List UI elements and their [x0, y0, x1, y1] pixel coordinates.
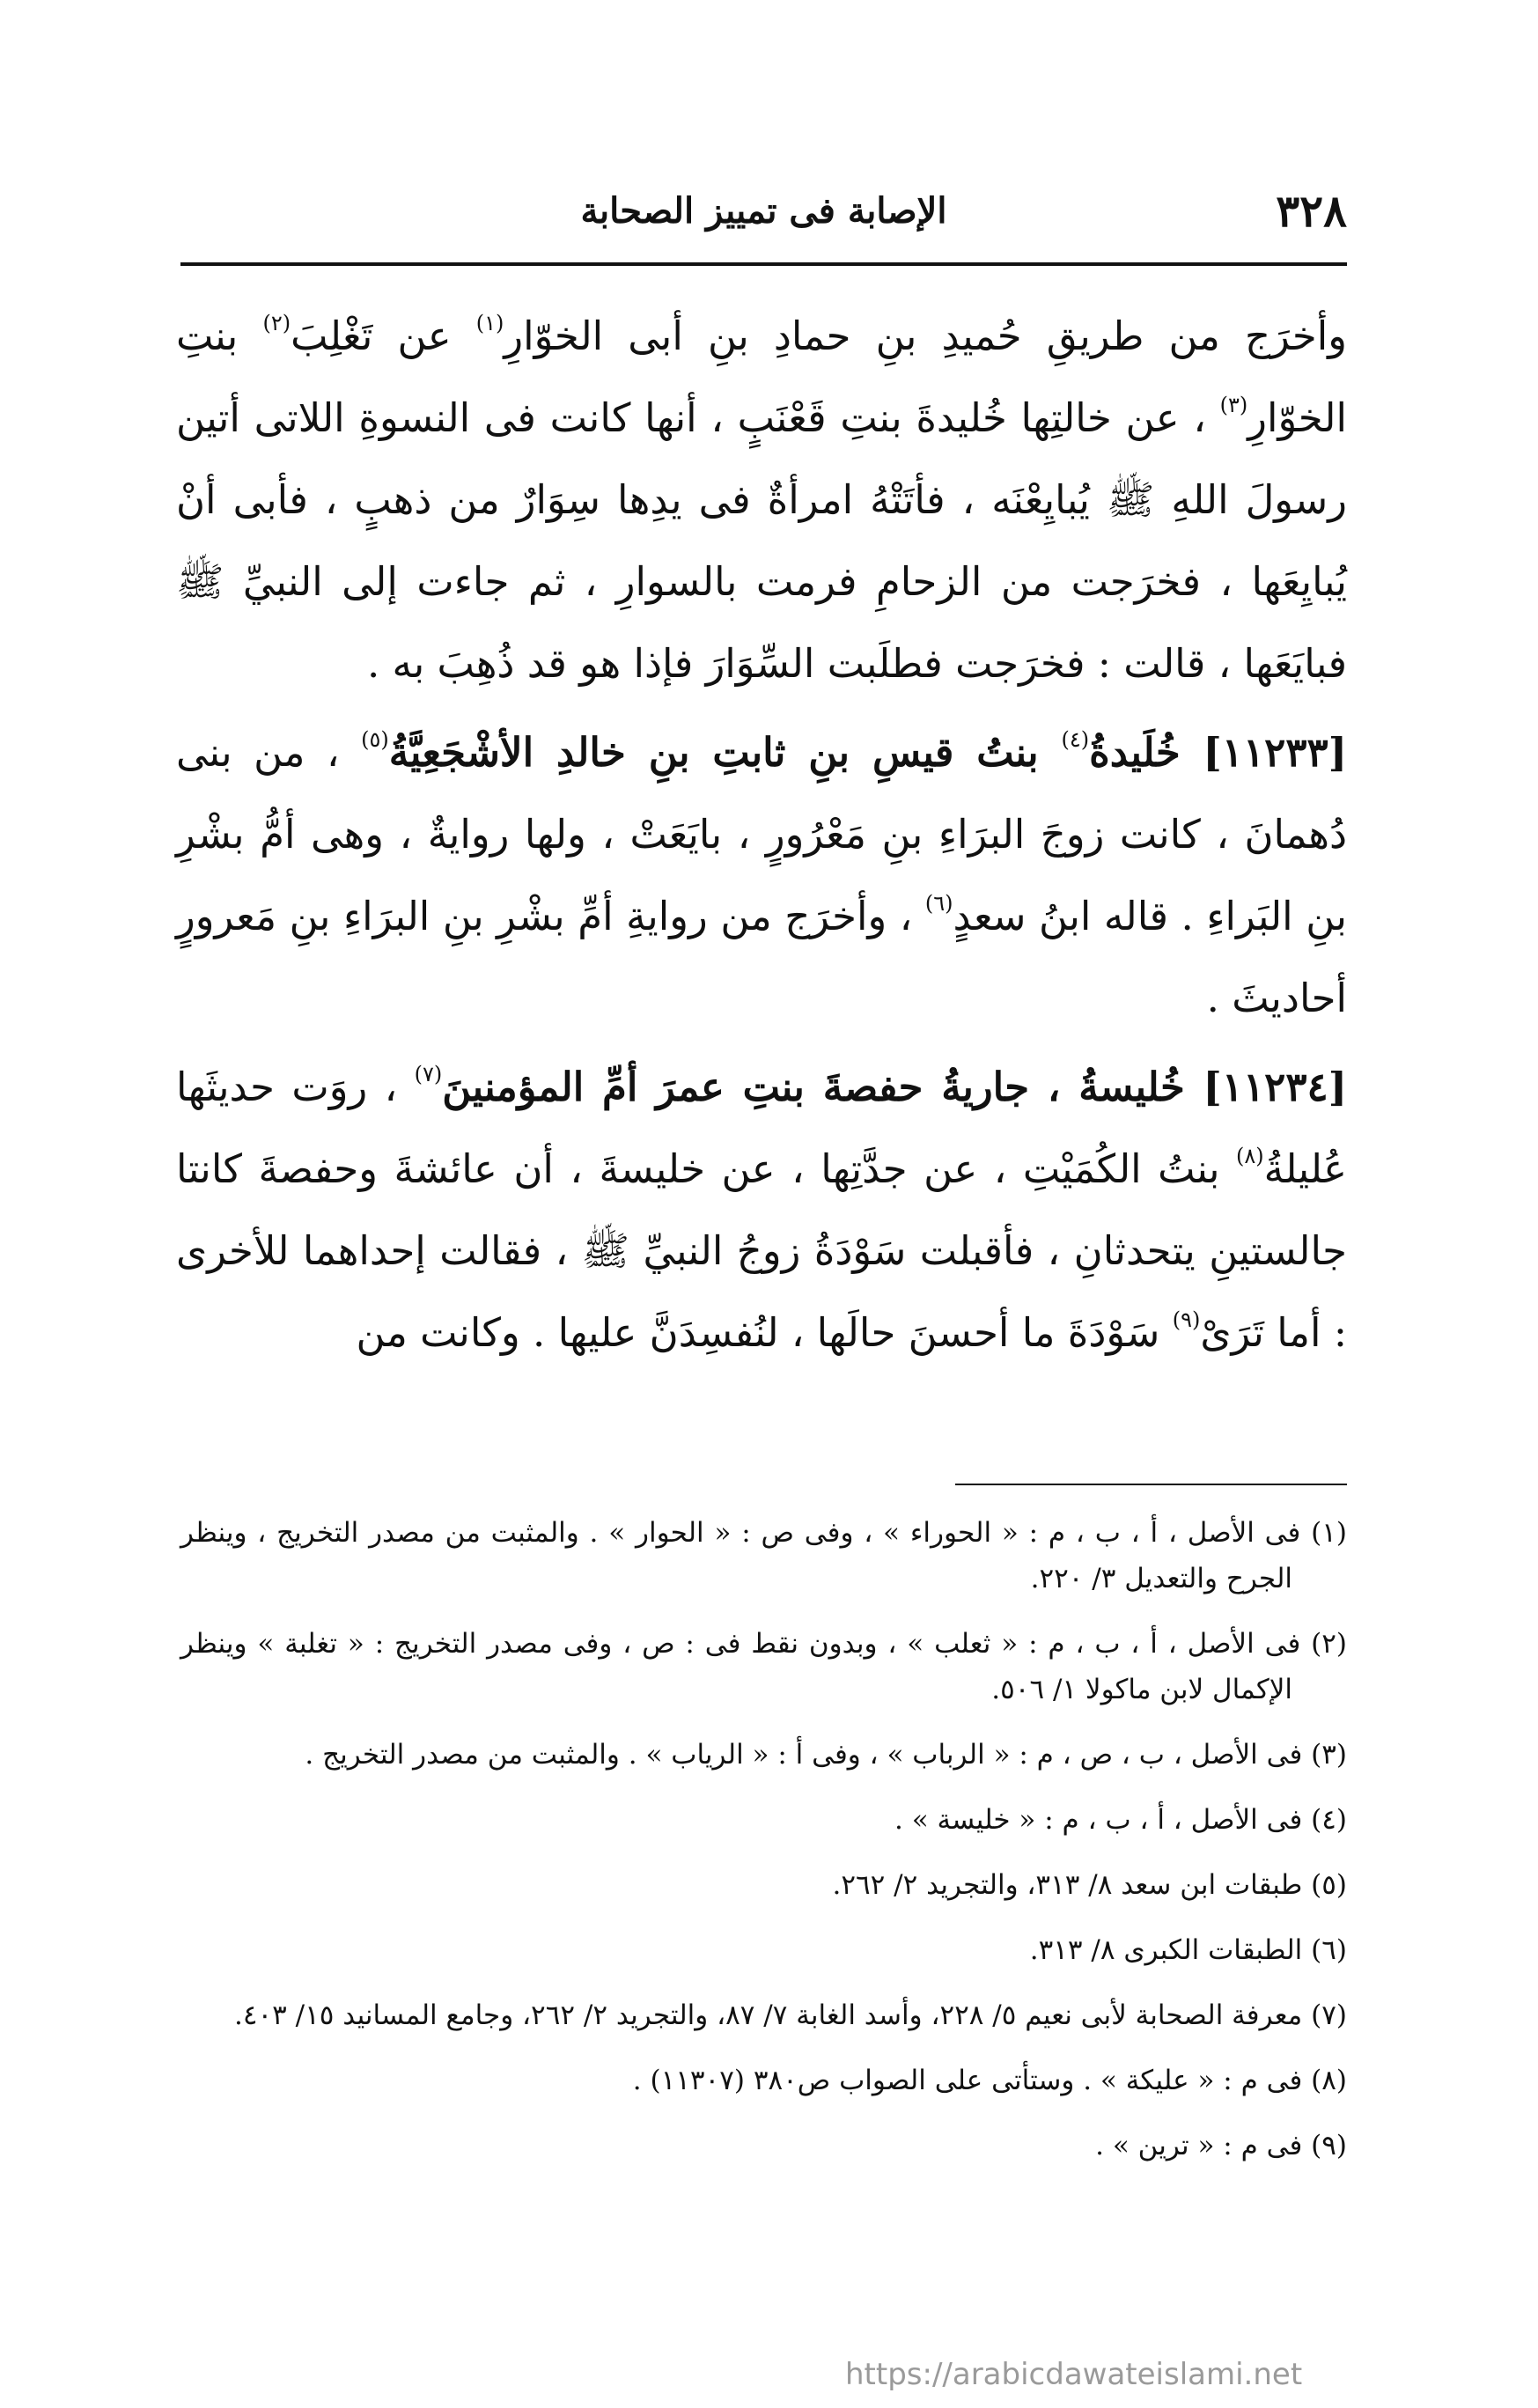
text-run: عن تَغْلِبَ: [291, 313, 476, 359]
footnote-9: (٩) فى م : « ترين » .: [1095, 2130, 1347, 2161]
footnote-5: (٥) طبقات ابن سعد ٨/ ٣١٣، والتجريد ٢/ ٢٦٢.: [832, 1869, 1347, 1901]
footnote-8: (٨) فى م : « عليكة » . وستأتى على الصواب ص٣٨٠ (١١٣٠٧) .: [632, 2065, 1347, 2096]
header-rule: [180, 262, 1347, 266]
text-run: ، وأخرَج من روايةِ أمِّ بشْرِ بنِ البرَاءِ بنِ مَعرورٍ أحاديثَ .: [176, 893, 1347, 1021]
entry-number: [١١٢٣٣]: [1203, 729, 1347, 776]
footnote-ref: (٥): [361, 727, 389, 752]
footnote-3: (٣) فى الأصل ، ب ، ص ، م : « الرباب » ، وفى أ : « الرياب » . والمثبت من مصدر التخريج .: [305, 1739, 1347, 1771]
running-title: الإصابة فى تمييز الصحابة: [580, 190, 947, 232]
entry-number: [١١٢٣٤]: [1203, 1064, 1347, 1110]
footnote-6: (٦) الطبقات الكبرى ٨/ ٣١٣.: [1029, 1934, 1347, 1966]
footnote-ref: (٩): [1172, 1307, 1201, 1332]
footnote-ref: (١): [475, 311, 504, 335]
text-run: ، من بنى دُهمانَ ، كانت زوجَ البرَاءِ بنِ مَعْرُورٍ ، بايَعَتْ ، ولها روايةٌ ، وهى أمُّ بشْرِ بنِ البَراءِ . قاله ابنُ سعدٍ: [176, 729, 1348, 939]
footnote-ref: (٣): [1219, 393, 1248, 417]
main-text: [176, 295, 1347, 1373]
footnote-ref: (٨): [1236, 1144, 1264, 1168]
footnote-ref: (٧): [414, 1062, 443, 1086]
text-run: بنتِ الخوّارِ: [176, 313, 1347, 441]
entry-name: خُليسةُ ، جاريةُ حفصةَ بنتِ عمرَ أمِّ المؤمنينَ: [442, 1064, 1203, 1110]
text-run: وأخرَج من طريقِ حُميدِ بنِ حمادِ بنِ أبى الخوّارِ: [504, 313, 1347, 359]
text-run: ، عن خالتِها خُليدةَ بنتِ قَعْنَبٍ ، أنها كانت فى النسوةِ اللاتى أتين رسولَ اللهِ ﷺ يُبايِعْنَه ، فأتَتْهُ امرأةٌ فى يدِها سِوَارٌ من ذهبٍ ، فأبى أنْ يُبايِعَها ، فخرَجت من الزحامِ فرمت بالسوارِ ، ثم جاءت إلى النبيِّ ﷺ فبايَعَها ، قالت : فخرَجت فطلَبت السِّوَارَ فإذا هو قد ذُهِبَ به .: [176, 394, 1347, 687]
entry-name: بنتُ قيسِ بنِ ثابتِ بنِ خالدِ الأشْجَعِيَّةُ: [388, 729, 1062, 776]
footnote-4: (٤) فى الأصل ، أ ، ب ، م : « خليسة » .: [894, 1804, 1347, 1836]
page-number: ٣٢٨: [1276, 185, 1347, 237]
footnote-7: (٧) معرفة الصحابة لأبى نعيم ٥/ ٢٢٨، وأسد الغابة ٧/ ٨٧، والتجريد ٢/ ٢٦٢، وجامع المسانيد ١٥/ ٤٠٣.: [234, 1999, 1347, 2031]
footnote-1: (١) فى الأصل ، أ ، ب ، م : « الحوراء » ، وفى ص : « الحوار » . والمثبت من مصدر التخريج ، وينظر الجرح والتعديل ٣/ ٢٢٠.: [180, 1517, 1347, 1594]
page-header: [180, 180, 1347, 242]
footnote-ref: (٦): [924, 891, 953, 916]
entry-name: خُلَيدةُ: [1089, 729, 1203, 776]
footnote-rule: [955, 1484, 1347, 1485]
footnote-ref: (٤): [1061, 727, 1090, 752]
entry-11233: [176, 711, 1347, 1039]
entry-11234: [176, 1046, 1347, 1373]
text-run: ، روَت حديثَها عُليلةُ: [176, 1064, 1347, 1192]
paragraph-narration: [176, 295, 1347, 704]
text-run: سَوْدَةَ ما أحسنَ حالَها ، لنُفسِدَنَّ عليها . وكانت من: [356, 1309, 1173, 1356]
text-run: بنتُ الكُمَيْتِ ، عن جدَّتِها ، عن خليسةَ ، أن عائشةَ وحفصةَ كانتا جالستينِ يتحدثانِ ، فأقبلت سَوْدَةُ زوجُ النبيِّ ﷺ ، فقالت إحداهما للأخرى : أما تَرَىْ: [176, 1145, 1347, 1356]
footnote-ref: (٢): [262, 311, 291, 335]
watermark-url: https://arabicdawateislami.net: [845, 2357, 1303, 2392]
footnote-2: (٢) فى الأصل ، أ ، ب ، م : « ثعلب » ، وبدون نقط فى : ص ، وفى مصدر التخريج : « تغلبة » وينظر الإكمال لابن ماكولا ١/ ٥٠٦.: [180, 1628, 1347, 1705]
footnotes: [180, 1510, 1347, 2188]
